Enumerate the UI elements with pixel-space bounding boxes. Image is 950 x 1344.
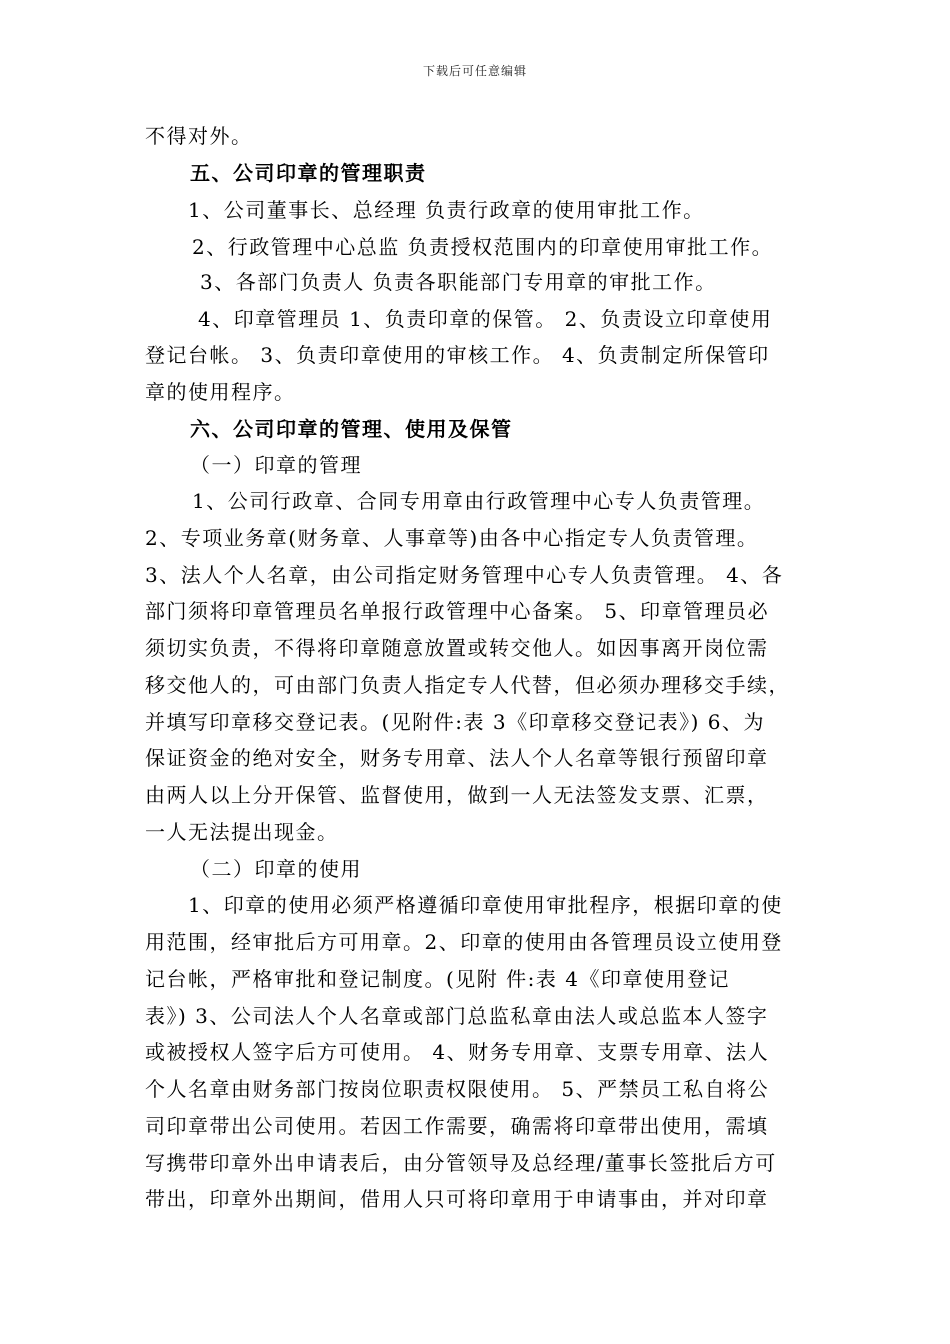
section-heading: 五、公司印章的管理职责 xyxy=(190,161,427,185)
body-line: 章的使用程序。 xyxy=(145,380,296,404)
body-line: 不得对外。 xyxy=(145,124,253,148)
body-line: 用范围，经审批后方可用章。2、印章的使用由各管理员设立使用登 xyxy=(145,930,783,954)
body-line: 移交他人的，可由部门负责人指定专人代替，但必须办理移交手续， xyxy=(145,673,790,697)
body-line: 须切实负责，不得将印章随意放置或转交他人。如因事离开岗位需 xyxy=(145,636,769,660)
body-line: 记台帐，严格审批和登记制度。(见附 件:表 4《印章使用登记 xyxy=(145,967,730,991)
body-line: 并填写印章移交登记表。(见附件:表 3《印章移交登记表》) 6、为 xyxy=(145,710,766,734)
body-line: 由两人以上分开保管、监督使用，做到一人无法签发支票、汇票， xyxy=(145,783,769,807)
body-line: 2、专项业务章(财务章、人事章等)由各中心指定专人负责管理。 xyxy=(145,526,759,550)
subsection-heading: （二）印章的使用 xyxy=(190,857,362,881)
section-heading: 六、公司印章的管理、使用及保管 xyxy=(190,417,513,441)
body-line: 个人名章由财务部门按岗位职责权限使用。 5、严禁员工私自将公 xyxy=(145,1077,770,1101)
body-line: 1、公司行政章、合同专用章由行政管理中心专人负责管理。 xyxy=(192,489,766,513)
body-line: 表》) 3、公司法人个人名章或部门总监私章由法人或总监本人签字 xyxy=(145,1004,769,1028)
body-line: 带出，印章外出期间，借用人只可将印章用于申请事由，并对印章 xyxy=(145,1187,769,1211)
subsection-heading: （一）印章的管理 xyxy=(190,453,362,477)
body-line: 登记台帐。 3、负责印章使用的审核工作。 4、负责制定所保管印 xyxy=(145,343,770,367)
body-line: 一人无法提出现金。 xyxy=(145,820,339,844)
body-line: 1、公司董事长、总经理 负责行政章的使用审批工作。 xyxy=(188,198,705,222)
body-line: 1、印章的使用必须严格遵循印章使用审批程序，根据印章的使 xyxy=(188,893,783,917)
page-header: 下载后可任意编辑 xyxy=(422,64,527,78)
body-line: 司印章带出公司使用。若因工作需要，确需将印章带出使用，需填 xyxy=(145,1114,769,1138)
body-line: 保证资金的绝对安全，财务专用章、法人个人名章等银行预留印章 xyxy=(145,746,769,770)
body-line: 或被授权人签字后方可使用。 4、财务专用章、支票专用章、法人 xyxy=(145,1040,770,1064)
body-line: 3、法人个人名章，由公司指定财务管理中心专人负责管理。 4、各 xyxy=(145,563,784,587)
body-line: 写携带印章外出申请表后，由分管领导及总经理/董事长签批后方可 xyxy=(145,1151,777,1175)
body-line: 4、印章管理员 1、负责印章的保管。 2、负责设立印章使用 xyxy=(198,307,773,331)
body-line: 部门须将印章管理员名单报行政管理中心备案。 5、印章管理员必 xyxy=(145,599,770,623)
body-line: 3、各部门负责人 负责各职能部门专用章的审批工作。 xyxy=(200,270,717,294)
body-line: 2、行政管理中心总监 负责授权范围内的印章使用审批工作。 xyxy=(192,235,774,259)
